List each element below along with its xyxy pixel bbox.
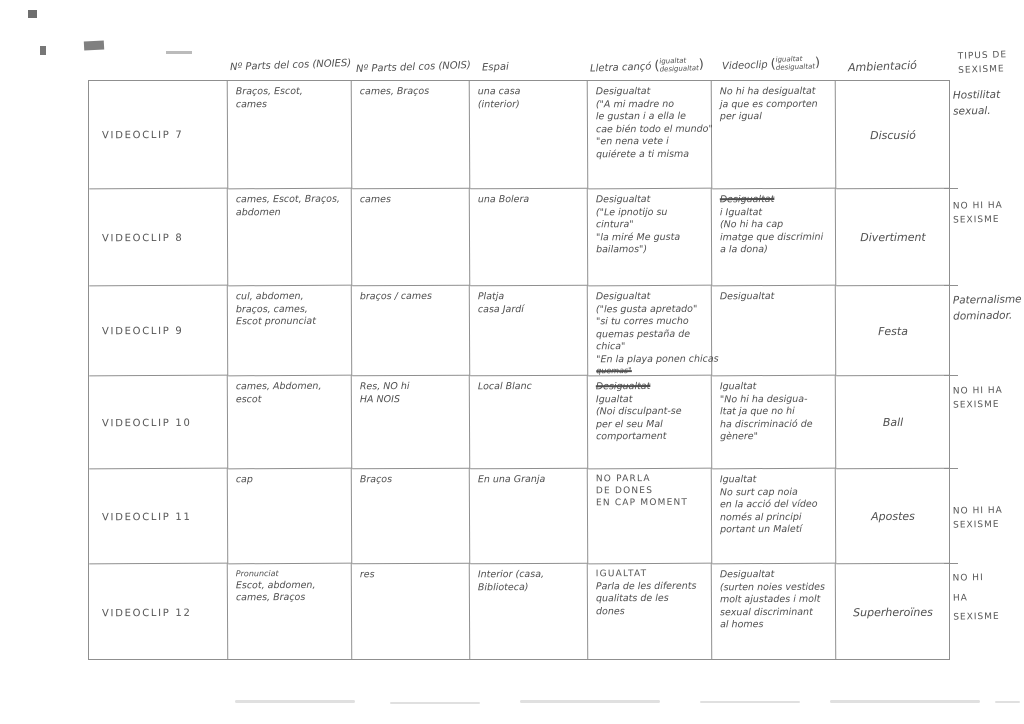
handwritten-line: Hostilitat — [952, 88, 1001, 102]
cell-ambientacio — [836, 286, 949, 377]
cell-lletra-canco — [588, 564, 713, 661]
handwritten-line: bailamos") — [596, 244, 648, 256]
paren-desigualtat: desigualtat — [659, 64, 699, 74]
handwritten-line: cames, Escot, Braços, — [235, 193, 340, 206]
cell-parts-cos-noies — [228, 189, 353, 287]
handwritten-line: No hi ha desigualtat — [719, 85, 816, 98]
handwritten-line: cames, Braços — [359, 85, 430, 98]
handwritten-line: cames, Braços — [235, 591, 306, 604]
cell-ambientacio — [836, 469, 949, 565]
row-divider-extension — [944, 563, 958, 564]
handwritten-line: una casa — [477, 86, 521, 98]
handwritten-line: le gustan i a ella le — [595, 110, 686, 123]
cell-espai — [470, 286, 588, 377]
handwritten-line: cames, Abdomen, — [235, 380, 322, 393]
handwritten-line: escot — [235, 393, 262, 405]
column-header-parts-noies: Nº Parts del cos (NOIES) — [229, 57, 352, 74]
column-header-parts-nois: Nº Parts del cos (NOIS) — [355, 59, 472, 76]
handwritten-line: Discusió — [870, 128, 916, 142]
handwritten-line: ja que es comporten — [719, 98, 818, 110]
handwritten-line: (No hi ha cap — [719, 219, 784, 231]
cell-parts-cos-nois — [352, 189, 471, 287]
handwritten-line: VIDEOCLIP 8 — [101, 232, 184, 245]
cell-ambientacio — [836, 81, 950, 190]
scan-artifact — [166, 51, 192, 54]
cell-parts-cos-noies — [228, 81, 353, 190]
cell-videoclip-analisi — [712, 376, 836, 470]
column-header-lletra-canco — [590, 56, 704, 76]
handwritten-line: casa Jardí — [477, 303, 524, 315]
handwritten-line: "la miré Me gusta — [595, 231, 681, 243]
handwritten-line: NO HI — [952, 573, 984, 584]
cell-ambientacio — [836, 564, 950, 661]
handwritten-line: NO HI HA — [952, 505, 1003, 517]
handwritten-line: VIDEOCLIP 10 — [101, 417, 192, 430]
handwritten-line: Braços — [359, 474, 393, 486]
handwritten-line: braços, cames, — [235, 303, 308, 315]
handwritten-line: comportament — [596, 431, 667, 443]
handwritten-line: IGUALTAT — [595, 569, 648, 580]
handwritten-line: ("Le ipnotijo su — [595, 206, 668, 218]
scan-artifact — [830, 700, 980, 703]
handwritten-line: EN CAP MOMENT — [595, 497, 689, 509]
cell-espai — [470, 469, 588, 565]
cell-parts-cos-noies — [228, 469, 352, 565]
cell-espai — [470, 564, 589, 661]
handwritten-line: portant un Maletí — [720, 523, 803, 536]
cell-ambientacio — [836, 376, 949, 470]
column-header-lletra-label: Lletra cançó — [589, 61, 652, 75]
paren-close: ) — [814, 54, 821, 71]
handwritten-line: Desigualtat — [719, 290, 775, 303]
handwritten-line: DE DONES — [595, 485, 654, 497]
cell-parts-cos-nois — [352, 469, 470, 565]
cell-lletra-canco — [588, 286, 719, 377]
scan-artifact — [995, 701, 1020, 703]
handwritten-line: Igualtat — [595, 393, 633, 405]
handwritten-line: En una Granja — [477, 473, 546, 486]
cell-parts-cos-nois — [352, 81, 471, 190]
handwritten-line: ("les gusta apretado" — [595, 303, 698, 315]
tipus-header-line2: SEXISME — [958, 63, 1005, 76]
cell-videoclip-analisi — [712, 469, 836, 565]
cell-espai — [470, 81, 589, 190]
scan-artifact — [28, 10, 37, 18]
scan-artifact — [84, 40, 104, 50]
handwritten-line: VIDEOCLIP 11 — [101, 511, 192, 524]
scan-artifact — [520, 700, 660, 703]
column-header-videoclip-label: Videoclip — [721, 59, 768, 73]
handwritten-line: al homes — [720, 619, 764, 631]
handwritten-line: Pronunciat — [235, 569, 279, 579]
handwritten-line: NO HI HA — [952, 385, 1003, 397]
cell-videoclip-label — [89, 376, 228, 470]
handwritten-line: per igual — [719, 111, 762, 123]
handwritten-line: NO PARLA — [595, 473, 651, 485]
paren-close: ) — [698, 56, 705, 72]
handwritten-line: HA NOIS — [359, 393, 400, 405]
cell-videoclip-label — [89, 189, 229, 287]
tipus-header-line1: TIPUS DE — [957, 50, 1008, 62]
paren-open: ( — [654, 58, 660, 74]
cell-videoclip-analisi — [712, 564, 837, 661]
handwritten-line: cames — [359, 194, 391, 206]
videoclip-analysis-table — [88, 80, 950, 660]
handwritten-line: Divertiment — [860, 231, 926, 245]
handwritten-line: Interior (casa, — [477, 568, 545, 581]
column-header-espai: Espai — [481, 61, 509, 74]
handwritten-line: Desigualtat — [719, 568, 775, 581]
cell-parts-cos-nois — [352, 376, 470, 470]
scan-artifact — [235, 700, 355, 703]
handwritten-line: sexual discriminant — [719, 606, 813, 618]
tipus-sexisme-value — [953, 292, 1024, 325]
handwritten-line: SEXISME — [953, 214, 1000, 226]
handwritten-line: Res, NO hi — [359, 381, 410, 393]
handwritten-line: ("A mi madre no — [595, 98, 675, 110]
handwritten-line: Parla de les diferents — [595, 580, 697, 593]
cell-videoclip-analisi — [712, 189, 837, 287]
handwritten-line: quiérete a ti misma — [596, 148, 690, 160]
handwritten-line: en la acció del vídeo — [719, 498, 818, 511]
handwritten-line: qualitats de les — [595, 593, 669, 605]
cell-espai — [470, 189, 589, 287]
handwritten-line: No surt cap noia — [719, 486, 798, 498]
row-divider-extension — [944, 285, 958, 286]
cell-videoclip-analisi — [712, 81, 837, 190]
handwritten-line: imatge que discrimini — [719, 231, 824, 243]
row-divider-extension — [944, 188, 958, 189]
scan-artifact — [40, 46, 46, 55]
handwritten-line: gènere" — [720, 431, 758, 443]
handwritten-line: Escot, abdomen, — [235, 579, 316, 591]
handwritten-line: sexual. — [953, 104, 991, 118]
handwritten-line: cap — [235, 474, 253, 486]
cell-videoclip-label — [89, 469, 228, 565]
handwritten-line: Desigualtat — [595, 193, 651, 206]
handwritten-line: Apostes — [871, 510, 915, 524]
handwritten-line: "en nena vete i — [596, 136, 669, 148]
cell-parts-cos-nois — [352, 286, 470, 377]
cell-videoclip-analisi — [712, 286, 836, 377]
handwritten-line: cintura" — [595, 219, 634, 231]
handwritten-line: a la dona) — [720, 244, 768, 256]
cell-lletra-canco — [588, 189, 713, 287]
handwritten-line: quemas pestaña de — [595, 328, 691, 340]
handwritten-line: molt ajustades i molt — [719, 593, 821, 606]
handwritten-line: Local Blanc — [477, 380, 532, 393]
column-header-tipus-sexisme — [958, 49, 1008, 78]
handwritten-line: dominador. — [953, 309, 1013, 323]
handwritten-line: res — [359, 569, 375, 581]
cell-videoclip-label — [89, 564, 229, 661]
handwritten-line: quemas" — [596, 366, 632, 376]
cell-parts-cos-noies — [228, 286, 352, 377]
handwritten-line: VIDEOCLIP 12 — [101, 607, 192, 620]
handwritten-line: Desigualtat — [595, 380, 651, 393]
handwritten-line: Ball — [882, 416, 904, 430]
handwritten-line: braços / cames — [359, 290, 432, 303]
handwritten-line: per el seu Mal — [595, 418, 663, 430]
handwritten-line: cul, abdomen, — [235, 290, 304, 303]
scan-artifact — [700, 701, 800, 703]
paren-open: ( — [770, 56, 776, 72]
cell-lletra-canco — [588, 469, 712, 565]
cell-videoclip-label — [89, 286, 228, 377]
handwritten-line: una Bolera — [477, 193, 530, 206]
handwritten-line: "No hi ha desigua- — [719, 393, 808, 405]
paren-desigualtat: desigualtat — [775, 62, 816, 72]
tipus-sexisme-value — [953, 384, 1023, 412]
handwritten-line: Igualtat — [719, 474, 757, 486]
cell-parts-cos-nois — [352, 564, 471, 661]
handwritten-line: cames — [235, 98, 267, 110]
handwritten-line: Braços, Escot, — [235, 85, 303, 98]
handwritten-line: Biblioteca) — [477, 581, 529, 593]
handwritten-line: SEXISME — [953, 611, 1000, 623]
tipus-sexisme-value — [953, 504, 1023, 532]
handwritten-line: només al principi — [719, 511, 802, 523]
handwritten-line: dones — [595, 606, 625, 618]
paren-igualtat: igualtat — [775, 54, 803, 64]
handwritten-line: Platja — [477, 291, 505, 303]
tipus-sexisme-value — [952, 571, 1023, 631]
handwritten-line: i Igualtat — [719, 206, 763, 218]
tipus-sexisme-value — [953, 199, 1023, 227]
column-header-ambientacio: Ambientació — [847, 58, 918, 75]
row-divider-extension — [944, 375, 958, 376]
handwritten-line: VIDEOCLIP 9 — [101, 326, 184, 338]
row-divider-extension — [944, 468, 958, 469]
handwritten-line: VIDEOCLIP 7 — [101, 130, 184, 142]
handwritten-line: cae bién todo el mundo" — [595, 123, 713, 135]
handwritten-line: ha discriminació de — [719, 418, 813, 430]
cell-parts-cos-noies — [228, 564, 353, 661]
handwritten-line: SEXISME — [953, 399, 1000, 411]
handwritten-line: chica" — [596, 341, 626, 353]
tipus-sexisme-value — [953, 87, 1024, 120]
handwritten-line: "En la playa ponen chicas — [596, 353, 719, 365]
handwritten-line: SEXISME — [953, 519, 1000, 531]
handwritten-line: Escot pronunciat — [235, 315, 316, 328]
handwritten-line: NO HI HA — [952, 200, 1003, 212]
handwritten-line: (surten noies vestides — [719, 581, 825, 593]
cell-videoclip-label — [89, 81, 229, 190]
handwritten-line: (Noi disculpant-se — [595, 405, 682, 418]
handwritten-line: Desigualtat — [595, 290, 651, 303]
handwritten-line: HA — [952, 592, 968, 604]
handwritten-line: ltat ja que no hi — [719, 405, 795, 418]
cell-parts-cos-noies — [228, 376, 352, 470]
cell-lletra-canco — [588, 81, 713, 190]
handwritten-line: "si tu corres mucho — [595, 315, 689, 328]
handwritten-line: Desigualtat — [719, 193, 775, 206]
paren-igualtat: igualtat — [659, 56, 687, 66]
cell-ambientacio — [836, 189, 950, 287]
handwritten-line: (interior) — [477, 98, 520, 110]
cell-lletra-canco — [588, 376, 712, 470]
handwritten-line: Paternalisme — [952, 293, 1022, 307]
handwritten-line: Desigualtat — [595, 85, 651, 98]
handwritten-line: Festa — [878, 324, 908, 338]
scan-artifact — [390, 702, 480, 704]
handwritten-line: Superheroïnes — [853, 606, 933, 620]
cell-espai — [470, 376, 588, 470]
column-header-videoclip — [722, 54, 821, 74]
handwritten-line: Igualtat — [719, 381, 757, 393]
handwritten-line: abdomen — [235, 206, 281, 218]
